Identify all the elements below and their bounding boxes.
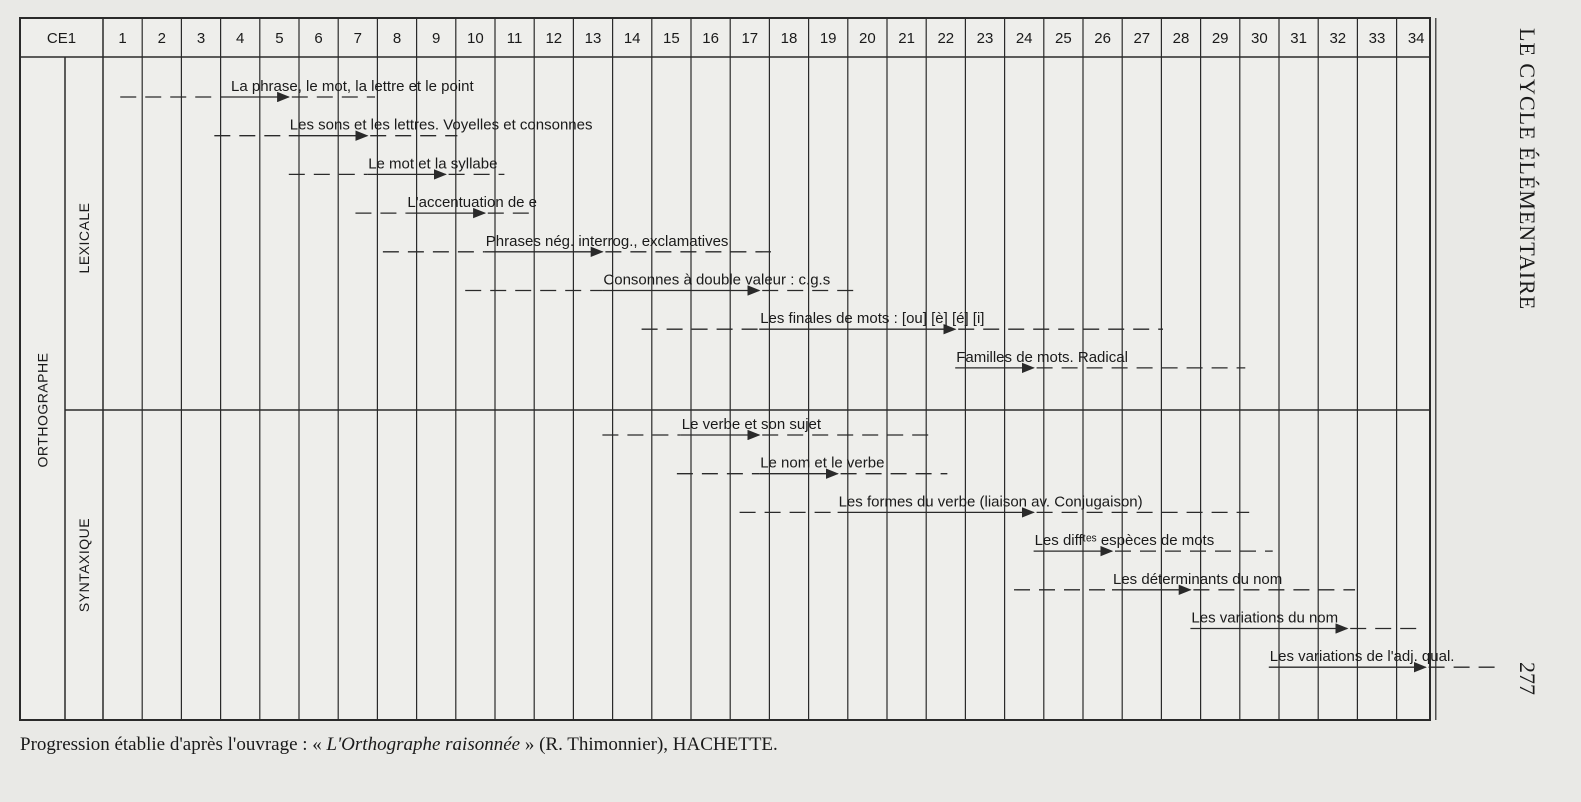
week-header: 33: [1368, 30, 1386, 47]
week-header: 17: [741, 30, 759, 47]
week-header: 12: [545, 30, 563, 47]
week-header: 14: [623, 30, 641, 47]
week-header: 6: [314, 30, 323, 47]
week-header: 30: [1251, 30, 1268, 47]
topic-label: Phrases nég. interrog., exclamatives: [485, 232, 729, 250]
week-header: 28: [1172, 30, 1190, 47]
week-header: 22: [937, 30, 955, 47]
week-header: 15: [663, 30, 680, 47]
topic-label: Le mot et la syllabe: [368, 155, 498, 173]
week-header: 2: [157, 30, 166, 47]
week-header: 20: [859, 30, 876, 47]
topic-label: Les diffᵗᵉˢ espèces de mots: [1034, 532, 1215, 550]
week-header: 11: [506, 30, 523, 47]
section-label-syntaxique: SYNTAXIQUE: [76, 517, 92, 613]
group-label: ORTHOGRAPHE: [34, 352, 51, 468]
running-head: LE CYCLE ÉLÉMENTAIRE: [1515, 28, 1540, 311]
week-header: 3: [196, 30, 206, 47]
figure-caption: [20, 734, 778, 756]
caption-suffix: » (R. Thimonnier), HACHETTE.: [524, 734, 778, 755]
week-header: 5: [275, 30, 284, 47]
week-header: 34: [1407, 30, 1425, 47]
topic-label: Les sons et les lettres. Voyelles et consonnes: [289, 116, 593, 134]
week-header: 7: [353, 30, 362, 47]
topic-label: Le verbe et son sujet: [681, 416, 822, 433]
week-header: 26: [1094, 30, 1111, 47]
week-header: 1: [118, 30, 127, 47]
week-header: 21: [898, 30, 915, 47]
topic-label: Consonnes à double valeur : c.g.s: [603, 271, 831, 289]
week-header: 31: [1290, 30, 1307, 47]
week-header: 9: [432, 30, 441, 47]
week-header: 13: [584, 30, 602, 47]
corner-header: CE1: [46, 30, 77, 47]
week-header: 16: [702, 30, 719, 47]
week-header: 8: [392, 30, 402, 47]
week-header: 27: [1133, 30, 1151, 47]
caption-prefix: Progression établie d'après l'ouvrage : «: [20, 734, 322, 755]
topic-label: Le nom et le verbe: [760, 454, 885, 472]
week-header: 4: [236, 30, 245, 47]
week-header: 29: [1211, 30, 1229, 47]
topic-label: Les formes du verbe (liaison av. Conjugaison): [838, 493, 1143, 511]
week-header: 19: [819, 30, 837, 47]
topic-label: Les finales de mots : [ou] [è] [é] [i]: [760, 310, 985, 328]
topic-label: Les variations de l'adj. qual.: [1269, 648, 1455, 666]
topic-label: Les variations du nom: [1191, 609, 1339, 627]
topic-label: Familles de mots. Radical: [956, 348, 1128, 366]
week-header: 32: [1329, 30, 1347, 47]
week-header: 18: [780, 30, 798, 47]
week-header: 24: [1015, 30, 1033, 47]
topic-label: La phrase, le mot, la lettre et le point: [231, 78, 474, 95]
week-header: 25: [1055, 30, 1072, 47]
topic-label: Les déterminants du nom: [1113, 570, 1283, 588]
topic-label: L'accentuation de e: [407, 194, 538, 212]
section-label-lexicale: LEXICALE: [76, 202, 92, 274]
week-header: 10: [467, 30, 484, 47]
caption-title: L'Orthographe raisonnée: [326, 734, 521, 755]
week-header: 23: [976, 30, 994, 47]
page-number: 277: [1515, 662, 1540, 695]
